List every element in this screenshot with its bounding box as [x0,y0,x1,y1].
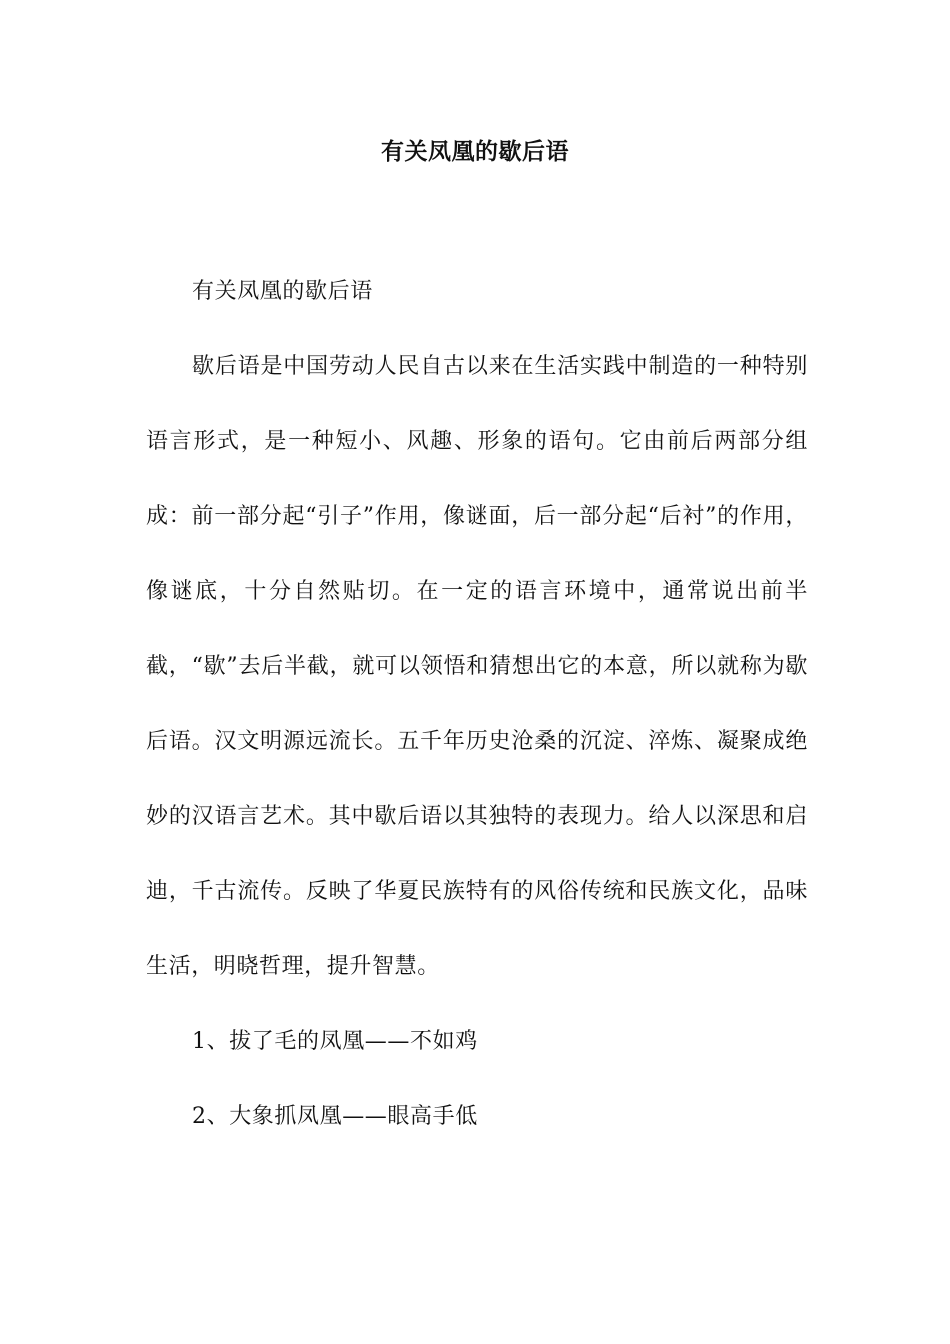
list-item: 2、大象抓凤凰——眼高手低 [192,1104,478,1129]
document-body [146,254,808,1154]
intro-paragraph: 歇后语是中国劳动人民自古以来在生活实践中制造的一种特别语言形式，是一种短小、风趣、形象的语句。它由前后两部分组成：前一部分起“引子”作用，像谜面，后一部分起“后衬”的作用，像谜底，十分自然贴切。在一定的语言环境中，通常说出前半截，“歇”去后半截，就可以领悟和猜想出它的本意，所以就称为歇后语。汉文明源远流长。五千年历史沧桑的沉淀、淬炼、凝聚成绝妙的汉语言艺术。其中歇后语以其独特的表现力。给人以深思和启迪，千古流传。反映了华夏民族特有的风俗传统和民族文化，品味生活，明晓哲理，提升智慧。 [146,354,808,979]
document-title: 有关凤凰的歇后语 [381,138,569,165]
subheading: 有关凤凰的歇后语 [192,279,373,304]
list-item: 1、拔了毛的凤凰——不如鸡 [192,1029,478,1054]
